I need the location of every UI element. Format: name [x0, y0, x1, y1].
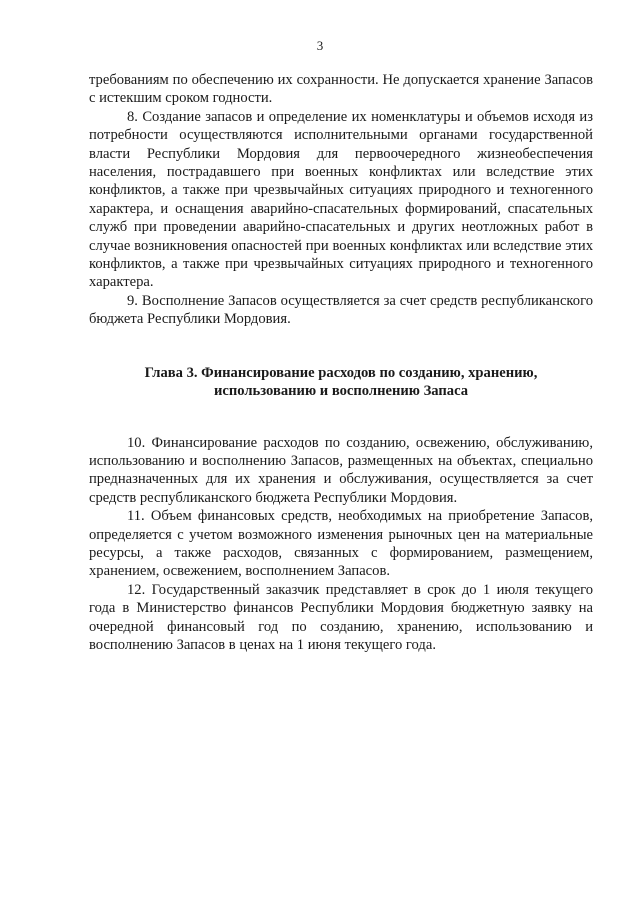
- paragraph-continuation: требованиям по обеспечению их сохранности. Не допускается хранение Запасов с истекшим сроком годности.: [89, 72, 593, 107]
- paragraph-8: 8. Создание запасов и определение их номенклатуры и объемов исходя из потребности осуществляются исполнительными органами государственной власти Республики Мордовия для первоочередного жизнеобеспечения населения, пострадавшего при военных конфликтах или вследствие этих конфликтов, а также при чрезвычайных ситуациях природного и техногенного характера, и оснащения аварийно-спасательных формирований, спасательных служб при проведении аварийно-спасательных и других неотложных работ в случае возникновения опасностей при военных конфликтах или вследствие этих конфликтов, а также при чрезвычайных ситуациях природного и техногенного характера.: [89, 108, 593, 291]
- page-number: 3: [316, 38, 324, 53]
- paragraph-9: 9. Восполнение Запасов осуществляется за счет средств республиканского бюджета Республики Мордовия.: [89, 292, 593, 328]
- chapter-title-line-1: Глава 3. Финансирование расходов по созданию, хранению,: [144, 364, 538, 381]
- document-body: [89, 71, 593, 654]
- paragraph-12: 12. Государственный заказчик представляет в срок до 1 июля текущего года в Министерство финансов Республики Мордовия бюджетную заявку на очередной финансовый год по созданию, хранению, использованию и восполнению Запасов в ценах на 1 июня текущего года.: [89, 581, 593, 653]
- paragraph-10: 10. Финансирование расходов по созданию, освежению, обслуживанию, использованию и восполнению Запасов, размещенных на объектах, специально предназначенных для их хранения и обслуживания, осуществляется за счет средств республиканского бюджета Республики Мордовия.: [89, 434, 593, 506]
- chapter-3-title: [89, 364, 593, 401]
- chapter-title-line-2: использованию и восполнению Запаса: [213, 383, 469, 400]
- paragraph-11: 11. Объем финансовых средств, необходимых на приобретение Запасов, определяется с учетом возможного изменения рыночных цен на материальные ресурсы, а также расходов, связанных с формированием, размещением, хранением, освежением, восполнением Запасов.: [89, 508, 593, 580]
